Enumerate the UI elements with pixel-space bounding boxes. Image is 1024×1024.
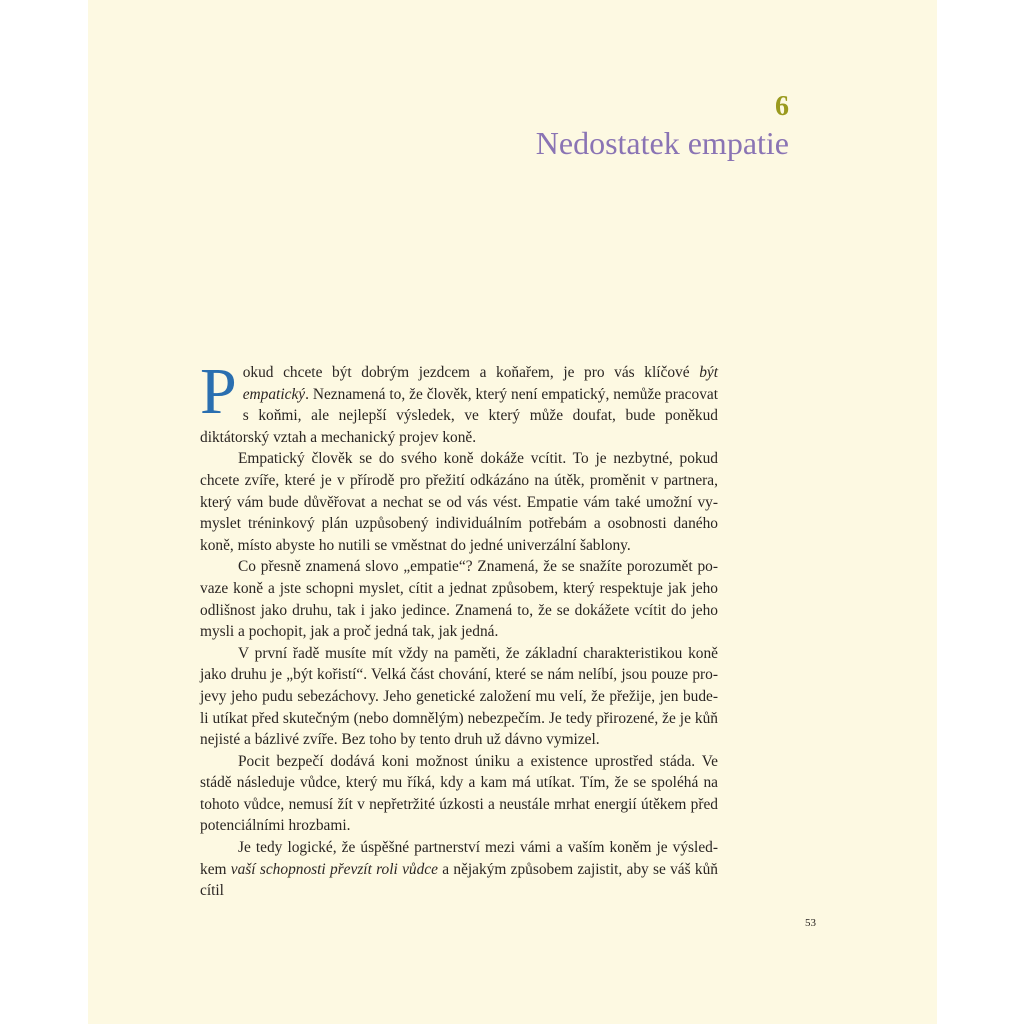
chapter-number: 6 bbox=[775, 91, 789, 122]
paragraph-1 bbox=[200, 355, 718, 448]
paragraph-text: a nějakým způsobem zajistit, aby se váš kůň cítil bbox=[200, 860, 718, 900]
paragraph-6 bbox=[200, 837, 718, 902]
paragraph-2: Empatický člověk se do svého koně dokáže vcítit. To je nezbytné, pokud chcete zvíře, které je v přírodě pro přežití odkázáno na útěk, proměnit v partnera, který vám bude důvěřovat a nechat se od vás vést. Empatie vám také umožní vymyslet tréninkový plán uzpůsobený individuálním potřebám a osobnosti daného koně, místo abyste ho nutili se vměstnat do jedné univerzální šablony. bbox=[200, 450, 718, 554]
paragraph-text: Je tedy logické, že úspěšné partnerství mezi vámi a vaším koněm je výsledkem bbox=[200, 839, 718, 878]
paragraph-5: Pocit bezpečí dodává koni možnost úniku a existence uprostřed stáda. Ve stádě následuje vůdce, který mu říká, kdy a kam má utíkat. Tím, že se spoléhá na tohoto vůdce, nemusí žít v nepřetržité úzkosti a neustále mrhat energií útěkem před potenciálními hrozbami. bbox=[200, 752, 718, 835]
book-page bbox=[88, 0, 937, 1024]
paragraph-4: V první řadě musíte mít vždy na paměti, že základní charakteristikou koně jako druhu je „být kořistí“. Velká část chování, které se nám nelíbí, jsou pouze projevy jeho pudu sebezáchovy. Jeho genetické založení mu velí, že přežije, jen bude-li utíkat před skutečným (nebo domnělým) nebezpečím. Je tedy přirozené, že je kůň nejisté a bázlivé zvíře. Bez toho by tento druh už dávno vymizel. bbox=[200, 644, 718, 749]
paragraph-text: . Neznamená to, že člověk, který není empatický, nemůže pracovat s koňmi, ale nejlepší výsledek, ve který může doufat, bude poněkud diktátorský vztah a mechanický projev koně. bbox=[200, 385, 718, 446]
chapter-title: Nedostatek empatie bbox=[535, 125, 789, 161]
emphasis: vaší schopnosti převzít roli vůdce bbox=[230, 860, 438, 878]
paragraph-3: Co přesně znamená slovo „empatie“? Znamená, že se snažíte porozumět povaze koně a jste schopni myslet, cítit a jednat způsobem, který respektuje jak jeho odlišnost jako druhu, tak i jako jedince. Znamená to, že se dokážete vcítit do jeho mysli a pochopit, jak a proč jedná tak, jak jedná. bbox=[200, 558, 718, 641]
paragraph-text: okud chcete být dobrým jezdcem a koňařem, je pro vás klíčové bbox=[242, 364, 700, 381]
page-number: 53 bbox=[805, 917, 816, 929]
drop-cap: P bbox=[200, 355, 237, 428]
body-text bbox=[200, 355, 718, 902]
emphasis: být empatický bbox=[242, 364, 718, 403]
